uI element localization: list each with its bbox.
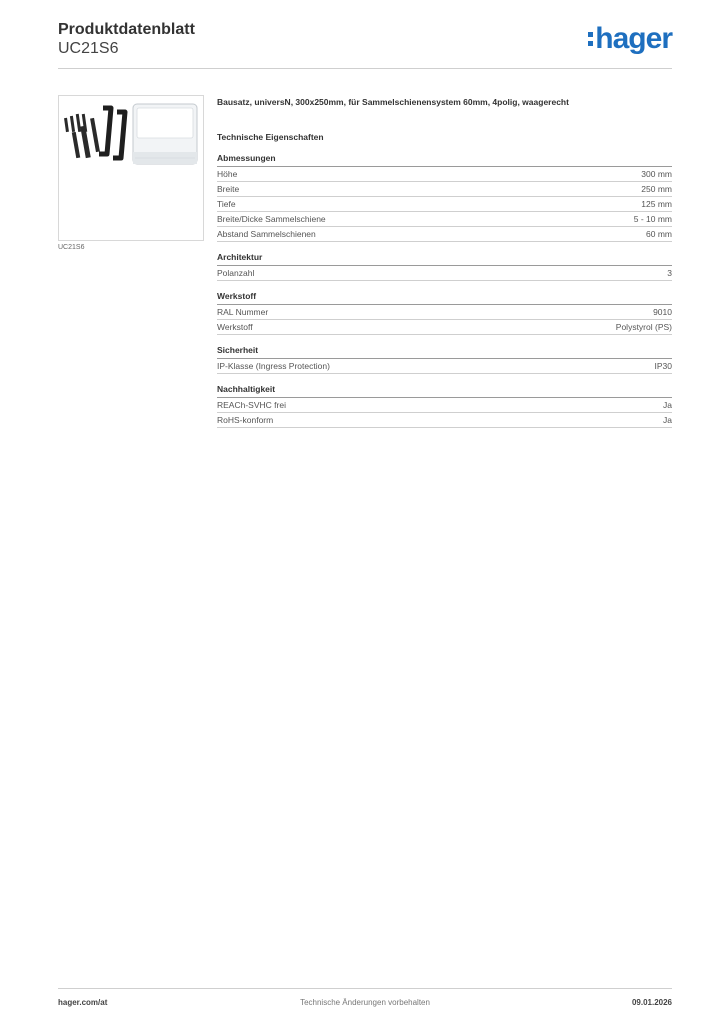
spec-row — [217, 212, 672, 227]
spec-row — [217, 167, 672, 182]
product-image — [58, 95, 204, 241]
spec-row — [217, 413, 672, 428]
spec-value: 125 mm — [641, 199, 672, 209]
spec-row — [217, 182, 672, 197]
product-code: UC21S6 — [58, 40, 119, 57]
group-dimensions — [217, 152, 672, 242]
footer-website-link[interactable]: hager.com/at — [58, 998, 108, 1007]
footer-notice: Technische Änderungen vorbehalten — [300, 998, 430, 1007]
spec-row — [217, 359, 672, 374]
spec-value: 5 - 10 mm — [633, 214, 672, 224]
group-title: Werkstoff — [217, 290, 672, 305]
spec-value: 9010 — [653, 307, 672, 317]
spec-row — [217, 227, 672, 242]
spec-label: Höhe — [217, 169, 238, 179]
spec-value: Ja — [663, 400, 672, 410]
spec-label: Breite/Dicke Sammelschiene — [217, 214, 326, 224]
group-title: Architektur — [217, 251, 672, 266]
spec-label: RAL Nummer — [217, 307, 269, 317]
header-divider — [58, 68, 672, 69]
document-title: Produktdatenblatt — [58, 21, 195, 38]
page-header — [58, 20, 672, 70]
footer-divider — [58, 988, 672, 989]
section-title: Technische Eigenschaften — [217, 132, 324, 142]
spec-value: Polystyrol (PS) — [615, 322, 672, 332]
spec-value: Ja — [663, 415, 672, 425]
group-title: Sicherheit — [217, 344, 672, 359]
group-safety — [217, 344, 672, 374]
spec-label: Werkstoff — [217, 322, 253, 332]
spec-row — [217, 320, 672, 335]
spec-row — [217, 305, 672, 320]
spec-row — [217, 197, 672, 212]
spec-value: 60 mm — [646, 229, 672, 239]
spec-label: Tiefe — [217, 199, 236, 209]
footer-date: 09.01.2026 — [631, 998, 672, 1007]
logo-text: hager — [595, 22, 672, 55]
spec-label: IP-Klasse (Ingress Protection) — [217, 361, 330, 371]
group-architecture — [217, 251, 672, 281]
spec-label: Abstand Sammelschienen — [217, 229, 316, 239]
spec-value: 300 mm — [641, 169, 672, 179]
group-title: Abmessungen — [217, 152, 672, 167]
group-material — [217, 290, 672, 335]
spec-label: REACh-SVHC frei — [217, 400, 286, 410]
product-details — [217, 96, 672, 437]
product-description: Bausatz, universN, 300x250mm, für Sammelschienensystem 60mm, 4polig, waagerecht — [217, 97, 569, 107]
image-caption: UC21S6 — [58, 244, 85, 251]
group-sustainability — [217, 383, 672, 428]
logo-dots-icon — [588, 32, 593, 46]
spec-row — [217, 266, 672, 281]
hager-logo — [588, 22, 672, 56]
product-kit-illustration — [59, 96, 203, 240]
spec-value: 3 — [667, 268, 672, 278]
spec-row — [217, 398, 672, 413]
group-title: Nachhaltigkeit — [217, 383, 672, 398]
spec-value: IP30 — [654, 361, 672, 371]
spec-label: Polanzahl — [217, 268, 255, 278]
spec-label: Breite — [217, 184, 240, 194]
spec-value: 250 mm — [641, 184, 672, 194]
spec-label: RoHS-konform — [217, 415, 274, 425]
